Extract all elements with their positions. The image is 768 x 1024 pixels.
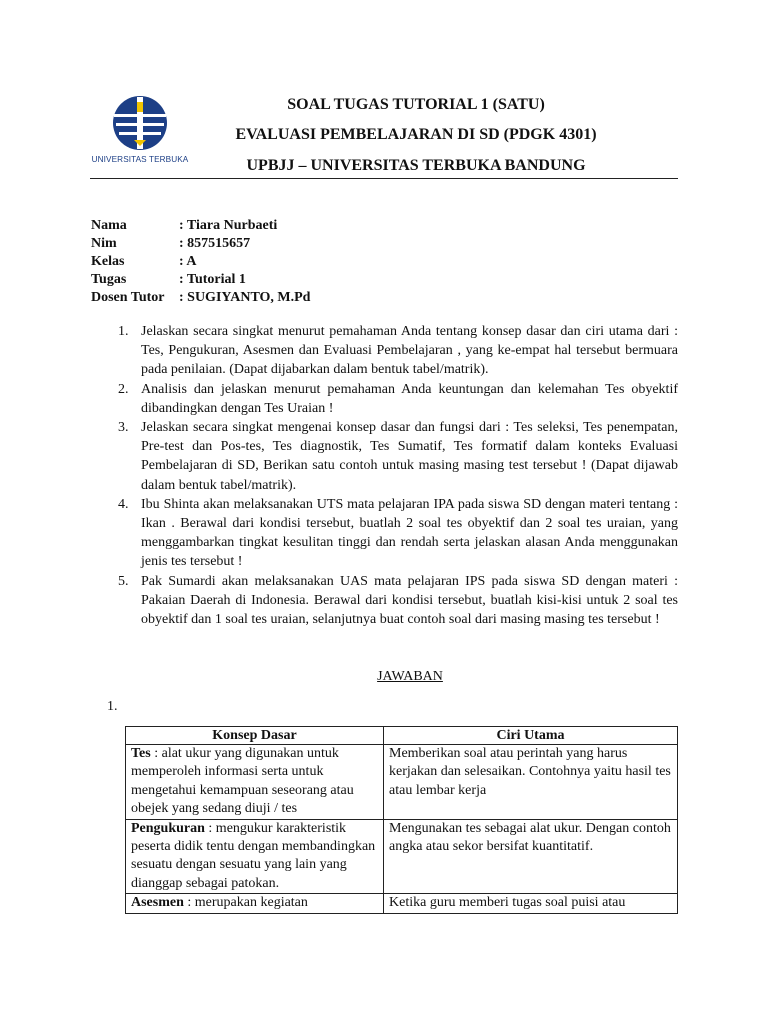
identity-row-kelas — [91, 253, 197, 271]
question-item — [118, 572, 678, 630]
table-cell: Memberikan soal atau perintah yang harus kerjakan dan selesaikan. Contohnya yaitu hasil tes atau lembar kerja — [384, 745, 678, 820]
identity-value: : Tutorial 1 — [179, 272, 246, 287]
identity-label: Dosen Tutor — [91, 290, 165, 305]
identity-value: : A — [179, 254, 197, 269]
table-row — [126, 819, 678, 894]
identity-label: Nama — [91, 218, 127, 233]
identity-value: : 857515657 — [179, 236, 251, 251]
identity-label: Nim — [91, 236, 117, 251]
question-number: 3. — [118, 420, 129, 436]
identity-value: : SUGIYANTO, M.Pd — [179, 290, 311, 305]
question-list — [118, 322, 678, 629]
question-item — [118, 380, 678, 418]
identity-row-tugas — [91, 271, 246, 289]
question-text: Jelaskan secara singkat menurut pemahaman Anda tentang konsep dasar dan ciri utama dari : Tes, Pengukuran, Asesmen dan Evaluasi Pembelajaran , yang ke-empat hal tersebut bermuara pada penilaian. (Dapat dijabarkan dalam bentuk tabel/matrik). — [141, 324, 678, 378]
question-text: Ibu Shinta akan melaksanakan UTS mata pelajaran IPA pada siswa SD dengan materi tentang : Ikan . Berawal dari kondisi tersebut, buatlah 2 soal tes obyektif dan 2 soal tes uraian, yang menggambarkan tingkat kesulitan tinggi dan rendah serta jelaskan alasan Anda menggunakan jenis tes tersebut ! — [141, 496, 678, 570]
question-number: 5. — [118, 573, 129, 589]
table-cell — [126, 819, 384, 894]
header-line-2: EVALUASI PEMBELAJARAN DI SD (PDGK 4301) — [235, 126, 597, 143]
identity-value: : Tiara Nurbaeti — [179, 218, 278, 233]
question-text: Pak Sumardi akan melaksanakan UAS mata pelajaran IPS pada siswa SD dengan materi : Pakaian Daerah di Indonesia. Berawal dari kondisi tersebut, buatlah kisi-kisi untuk 2 soal tes obyektif dan 1 soal tes uraian, selanjutnya buat contoh soal dari masing masing tes tersebut ! — [141, 573, 678, 628]
identity-label: Kelas — [91, 254, 125, 269]
term-label: Asesmen — [131, 895, 184, 911]
table-cell — [126, 745, 384, 820]
column-header: Ciri Utama — [384, 727, 678, 745]
term-label: Tes — [131, 746, 151, 761]
term-label: Pengukuran — [131, 820, 205, 836]
table-header-row — [126, 727, 678, 745]
header-line-3: UPBJJ – UNIVERSITAS TERBUKA BANDUNG — [246, 157, 586, 174]
identity-row-dosen — [91, 289, 310, 307]
identity-row-nim — [91, 235, 250, 253]
question-number: 4. — [118, 496, 129, 512]
identity-row-nama — [91, 217, 277, 235]
question-text: Jelaskan secara singkat mengenai konsep dasar dan fungsi dari : Tes seleksi, Tes penempatan, Pre-test dan Pos-tes, Tes diagnostik, Tes Sumatif, Tes formatif dalam konteks Evaluasi Pembelajaran di SD, Berikan satu contoh untuk masing masing test tersebut ! (Dapat dijawab dalam bentuk tabel/matrik). — [141, 420, 678, 493]
answers-heading: JAWABAN — [377, 669, 443, 684]
table-row — [126, 894, 678, 913]
term-definition: : merupakan kegiatan — [183, 895, 308, 911]
question-item — [118, 322, 678, 380]
table-cell: Mengunakan tes sebagai alat ukur. Dengan contoh angka atau sekor bersifat kuantitatif. — [384, 819, 678, 894]
question-item — [118, 418, 678, 495]
term-definition: : alat ukur yang digunakan untuk memperoleh informasi serta untuk mengetahui kemampuan seseorang atau obejek yang sedang diuji / tes — [131, 746, 354, 817]
header-divider — [90, 178, 678, 179]
question-number: 2. — [118, 381, 129, 397]
question-number: 1. — [118, 324, 129, 339]
logo-emblem-icon — [110, 94, 170, 152]
header-line-1: SOAL TUGAS TUTORIAL 1 (SATU) — [287, 96, 545, 113]
term-definition: : mengukur karakteristik peserta didik tentu dengan membandingkan sesuatu dengan sesuatu yang lain yang dianggap sebagai patokan. — [131, 820, 376, 891]
answer-number: 1. — [107, 699, 118, 714]
table-cell: Ketika guru memberi tugas soal puisi atau — [384, 894, 678, 913]
question-text: Analisis dan jelaskan menurut pemahaman Anda keuntungan dan kelemahan Tes obyektif dibandingkan dengan Tes Uraian ! — [141, 381, 678, 416]
column-header: Konsep Dasar — [126, 727, 384, 745]
table-row — [126, 745, 678, 820]
logo-text: UNIVERSITAS TERBUKA — [91, 155, 189, 164]
answer-table — [125, 726, 678, 914]
identity-label: Tugas — [91, 272, 127, 287]
university-logo — [88, 94, 192, 174]
table-cell — [126, 894, 384, 913]
question-item — [118, 495, 678, 572]
